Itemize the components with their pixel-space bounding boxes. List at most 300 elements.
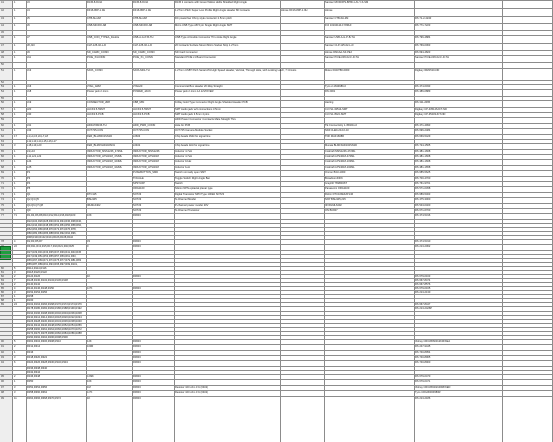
cell-ref[interactable]: R242,R244,R246,R248,R250,R252,R254,R256	[27, 323, 82, 327]
cell-n[interactable]: 68	[1, 165, 4, 169]
cell-fp[interactable]: OV7725-CON	[133, 129, 150, 133]
cell-ref[interactable]: R118,R120,R122	[27, 271, 47, 274]
cell-n[interactable]: 82	[1, 275, 4, 279]
cell-pn[interactable]: RS 740-8954	[415, 350, 431, 354]
cell-ref[interactable]: R324,R326,R328,R330,R332,R334	[27, 361, 68, 365]
cell-vendor[interactable]: Samtec USB-A-G-P-B-TH	[325, 36, 355, 40]
cell-fp[interactable]: INDUCTOR_MSS1246	[133, 149, 160, 153]
cell-fp[interactable]: R0603	[133, 214, 141, 218]
cell-ref[interactable]: J18	[27, 90, 32, 94]
cell-ref[interactable]: Q9	[27, 208, 31, 212]
cell-pn[interactable]: Digikey CP-43514SJCT-ND	[415, 107, 447, 111]
cell-val[interactable]: JTAG_ARM	[87, 84, 101, 88]
cell-fp[interactable]: SD_CARD_CONN	[133, 50, 155, 54]
cell-ref[interactable]: R22,R24,R26,R28,R30,R32,R34,R36,R38,R40,	[27, 219, 82, 223]
cell-vendor[interactable]: Coilcraft MSS1246-472ML	[325, 149, 356, 153]
cell-ref[interactable]: L9,L10	[27, 149, 35, 153]
cell-val[interactable]: 4.99K	[87, 374, 94, 378]
cell-qty[interactable]: 1	[14, 129, 16, 133]
cell-vendor[interactable]: RN 2001	[325, 90, 336, 94]
cell-pn[interactable]: RS 481-1668	[415, 149, 431, 153]
cell-n[interactable]: 86	[1, 291, 4, 295]
cell-ref[interactable]: R316	[27, 350, 34, 354]
cell-vendor[interactable]: CUI SJ-43514-SMT	[325, 107, 348, 111]
cell-pn[interactable]: RS 724-1565	[415, 144, 431, 148]
cell-n[interactable]: 53	[1, 84, 4, 88]
cell-pn[interactable]: RS 543-0400	[415, 203, 431, 207]
cell-fp[interactable]: R0603	[133, 239, 141, 243]
cell-fp[interactable]: L0603	[133, 134, 141, 138]
cell-val[interactable]: USB_CON_TYPEA_Double	[87, 36, 120, 40]
cell-desc[interactable]: Micro USB Type AB 5 pin Single Right Angle SMT	[175, 23, 233, 27]
cell-val[interactable]: 100R	[87, 345, 94, 349]
cell-val[interactable]: INDUCTOR_LPS4018_102ML	[87, 165, 123, 169]
cell-fp[interactable]: R0603	[133, 339, 141, 343]
cell-pn[interactable]: RS 761-9701	[415, 181, 431, 185]
cell-qty[interactable]: 1	[14, 23, 16, 27]
cell-n[interactable]: 87	[1, 295, 4, 299]
cell-fp[interactable]: R0603	[133, 350, 141, 354]
cell-n[interactable]: 80	[1, 266, 4, 270]
cell-pn[interactable]: RS 213-2186	[415, 396, 431, 400]
cell-desc[interactable]: Toggle Switch Right Angle Bat	[175, 176, 210, 180]
cell-pn[interactable]: RS 213-2062	[415, 245, 431, 249]
cell-n[interactable]: 76	[1, 208, 4, 212]
cell-ref[interactable]: R9,R11,R13,R15,R17,R19,R21,R23,R25	[27, 245, 74, 249]
cell-desc[interactable]: 1.27mm USB? Pitch Serial ATA High Speed Header, Vertical, Through Hole, with Locking Latch, 7 Circuits	[175, 68, 297, 72]
cell-vendor[interactable]: Hirose	[325, 9, 333, 13]
cell-desc[interactable]: RJ45 2 contacts with Green/Yellow LEDs Shielded Right Angle	[175, 1, 247, 4]
cell-ref[interactable]: L24	[27, 160, 32, 164]
cell-val[interactable]: INDUCTOR_LPS4018_103ML	[87, 160, 123, 164]
cell-desc[interactable]: SMT Audio jack w/4 connections 3.5mm	[175, 107, 221, 111]
cell-qty[interactable]: 1	[14, 123, 16, 127]
cell-ref[interactable]: J8,J10	[27, 44, 35, 48]
cell-qty[interactable]: 1	[14, 165, 16, 169]
cell-ref[interactable]: Q4,Q6,Q7,Q8	[27, 203, 44, 207]
cell-ref[interactable]: R160	[27, 299, 34, 303]
cell-ref[interactable]: R1,R4,R6,R8,R10,R12,R14,R16,R18,R20	[27, 214, 76, 218]
cell-ref[interactable]: J5	[27, 17, 30, 21]
cell-desc[interactable]: Silicon NPN epitaxial planar type	[175, 187, 213, 191]
cell-n[interactable]: 44	[1, 23, 4, 27]
cell-fp[interactable]: L0402	[133, 144, 141, 148]
cell-qty[interactable]: 3	[14, 385, 16, 389]
cell-ref[interactable]: R274,R276,R278,R280,R282,R284,R286,R288	[27, 331, 82, 335]
cell-fp[interactable]: SOT23	[133, 198, 142, 202]
cell-val[interactable]: 1K	[87, 275, 91, 279]
cell-n[interactable]: 88	[1, 299, 4, 303]
cell-ref[interactable]: R312,R314	[27, 345, 41, 349]
cell-n[interactable]: 93	[1, 356, 4, 360]
cell-n[interactable]: 48	[1, 50, 4, 54]
cell-ref[interactable]: R162,R164,R166,R168,R170,R172,R174,R176	[27, 303, 82, 307]
cell-n[interactable]: 63	[1, 140, 4, 144]
cell-vendor[interactable]: TDK MAF1608R	[325, 134, 345, 138]
cell-fp[interactable]: TOGGLE	[133, 176, 144, 180]
cell-n[interactable]: 41	[1, 1, 4, 4]
cell-ref[interactable]: R140,R142	[27, 283, 41, 287]
cell-pn[interactable]: RS 475-3000	[415, 198, 431, 202]
cell-n[interactable]: 81	[1, 271, 4, 274]
cell-desc[interactable]: Inductor 4.7uH	[175, 154, 193, 158]
cell-vendor[interactable]: Coilcraft LPS4018-103ML	[325, 160, 355, 164]
cell-val[interactable]: OV7725-CON	[87, 129, 104, 133]
cell-fp[interactable]: CB8_MIN	[133, 100, 145, 104]
cell-desc[interactable]: Hole for PCB	[175, 123, 191, 127]
cell-n[interactable]: 65	[1, 149, 4, 153]
cell-vendor[interactable]: Samtec MODOPS-8P8C-L/G-Y-S-SM	[325, 1, 369, 4]
cell-pn[interactable]: RS 796-4884	[415, 36, 431, 40]
cell-ref[interactable]: J9	[27, 50, 30, 54]
cell-ref[interactable]: R128,R130,R132,R134,R136,R138	[27, 279, 68, 283]
cell-desc[interactable]: Digital Transistor NPN Type 100kΩ SOT23	[175, 192, 225, 196]
cell-ref[interactable]: R65,R67,R69,R71,R73,R75,R77,R79,R81,R83	[27, 258, 82, 262]
cell-qty[interactable]: 2	[14, 275, 16, 279]
cell-n[interactable]: 52	[1, 80, 4, 84]
cell-pn[interactable]: RS 213-2130	[415, 291, 431, 295]
cell-n[interactable]: 85	[1, 287, 4, 291]
cell-val[interactable]: INDUCTOR_LPS4018_472ML	[87, 154, 123, 158]
cell-pn[interactable]: RS 700-4700	[415, 176, 431, 180]
cell-ref[interactable]: R85,R87,R89,R91,R93,R95,R97,R99,R101,	[27, 262, 78, 266]
cell-val[interactable]: PCIE_X1CONN	[87, 56, 106, 60]
cell-qty[interactable]: 1	[14, 90, 16, 94]
cell-n[interactable]: 43	[1, 17, 4, 21]
cell-ref[interactable]: R80,R82,R84,R86,R88,R90,R92,R94,R96,	[27, 231, 77, 235]
cell-vendor[interactable]: CUI SJ-3524-SMT	[325, 113, 347, 117]
cell-n[interactable]: 57	[1, 107, 4, 111]
cell-n[interactable]: 50	[1, 63, 4, 67]
cell-desc[interactable]: SMT Audio jack 3.5mm 4 pins	[175, 113, 210, 117]
cell-val[interactable]: 1M	[87, 385, 91, 389]
cell-pn[interactable]: RS 671-6700	[415, 208, 431, 212]
cell-qty[interactable]: 1	[14, 113, 16, 117]
cell-qty[interactable]: 1	[14, 203, 16, 207]
cell-ref[interactable]: R2,R3,R5,R7	[27, 239, 43, 243]
cell-ref[interactable]: R358,R360,R362	[27, 391, 48, 395]
cell-desc[interactable]: OV7725 Camera Module Socket	[175, 129, 213, 133]
cell-fp[interactable]: R0603	[133, 356, 141, 360]
cell-qty[interactable]: 1	[14, 44, 16, 48]
cell-val[interactable]: DTC115	[87, 192, 97, 196]
cell-fp[interactable]: USB-A-G-P-B-TH	[133, 36, 154, 40]
cell-ref[interactable]: R364,R366,R368,R370,R372	[27, 396, 61, 400]
cell-n[interactable]: 45	[1, 30, 4, 34]
cell-pn[interactable]: Vishay CRCW0402100RFKED	[415, 385, 451, 389]
cell-val[interactable]: FER_BLM15HD102SN1	[87, 144, 115, 148]
cell-vendor[interactable]: Rohm DTC115EKAT146	[325, 192, 354, 196]
cell-vendor[interactable]: FCI 10104110-1Y8RLF	[325, 23, 352, 27]
cell-desc[interactable]: Inductor 10uH	[175, 160, 192, 164]
cell-n[interactable]: 67	[1, 160, 4, 164]
cell-n[interactable]: 98	[1, 391, 4, 395]
cell-n[interactable]: 59	[1, 118, 4, 122]
cell-val[interactable]: SATA_CONN	[87, 68, 103, 72]
cell-qty[interactable]: 1	[14, 198, 16, 202]
cell-qty[interactable]: 1	[14, 154, 16, 158]
cell-pn[interactable]: RS 311-2065	[415, 100, 431, 104]
cell-qty[interactable]: 1	[14, 192, 16, 196]
cell-qty[interactable]: 24	[14, 303, 17, 307]
cell-pn[interactable]: RS 481-1668	[415, 160, 431, 164]
cell-fp[interactable]: R0603	[133, 396, 141, 400]
cell-n[interactable]: 56	[1, 100, 4, 104]
cell-fp[interactable]: USB-MICRO-AB	[133, 23, 153, 27]
cell-qty[interactable]: 1	[14, 149, 16, 153]
cell-n[interactable]: 92	[1, 350, 4, 354]
cell-qty[interactable]: 71	[14, 214, 17, 218]
cell-vendor[interactable]: Grayhill 76SB04ST	[325, 181, 348, 185]
cell-vendor[interactable]: Samtec CTB-6H-2M	[325, 17, 349, 21]
cell-ref[interactable]: R258,R260,R262,R264,R266,R268,R270,R272	[27, 327, 82, 331]
cell-ref[interactable]: R290,R292,R294,R296,R298,R300	[27, 335, 68, 339]
cell-qty[interactable]: 1	[14, 56, 16, 60]
cell-ref[interactable]: P5	[27, 187, 31, 191]
cell-ref[interactable]: L25	[27, 165, 32, 169]
cell-n[interactable]: 77	[1, 214, 4, 218]
cell-qty[interactable]: 2	[14, 345, 16, 349]
cell-vendor[interactable]: Coilcraft LPS4018-102ML	[325, 165, 355, 169]
cell-fp[interactable]: HDD_PWR_CONN	[133, 123, 156, 127]
cell-desc[interactable]: DC power/low Ohmy style connector 2.5mm pitch	[175, 17, 232, 21]
cell-qty[interactable]: 1	[14, 36, 16, 40]
cell-pn[interactable]: RS 694-4823	[415, 50, 431, 54]
cell-ref[interactable]: R318,R320,R322	[27, 356, 48, 360]
cell-pn[interactable]: RS 679-0470	[415, 374, 431, 378]
cell-fp[interactable]: SOT23	[133, 203, 142, 207]
cell-ref[interactable]: R112,R114,R116	[27, 266, 47, 270]
cell-n[interactable]: 73	[1, 192, 4, 196]
cell-fp[interactable]: R0603	[133, 380, 141, 384]
cell-desc[interactable]: Chip beads 1MΩ for signal line	[175, 134, 211, 138]
cell-fp[interactable]: CTB-6H-2M	[133, 17, 147, 21]
cell-ref[interactable]: R336,R338,R340	[27, 366, 48, 370]
cell-vendor[interactable]: ON BC847	[325, 208, 338, 212]
cell-fp[interactable]: SATA-M01-TH	[133, 68, 150, 72]
cell-n[interactable]: 89	[1, 303, 4, 307]
cell-pn[interactable]: RS 471-4993	[415, 123, 431, 127]
cell-desc[interactable]: 9-Way Gold Type Connector Right Angle Shielded Header PCB	[175, 100, 248, 104]
cell-desc[interactable]: USB Type A Double Connector Thru Hole Right Angle	[175, 36, 237, 40]
cell-pn[interactable]: RS 71-2-4240	[415, 17, 432, 21]
cell-val[interactable]: Power jack 2.1mm	[87, 90, 109, 94]
cell-val[interactable]: 4.7K	[87, 287, 93, 291]
cell-fp[interactable]: R0603	[133, 374, 141, 378]
cell-ref[interactable]: P4	[27, 181, 31, 185]
cell-desc[interactable]: HDD Power Connector 4 contacts Male Straight Thru	[175, 118, 236, 122]
cell-n[interactable]: 95	[1, 374, 4, 378]
cell-ref[interactable]: J13	[27, 68, 32, 72]
cell-qty[interactable]: 3	[14, 144, 16, 148]
cell-ref[interactable]: Q2,Q3,Q5	[27, 198, 39, 202]
cell-n[interactable]: 84	[1, 283, 4, 287]
cell-fp[interactable]: JACK3.5-PCB	[133, 113, 150, 117]
cell-n[interactable]: 61	[1, 129, 4, 133]
cell-pn[interactable]: Digikey WM1510-ND	[415, 68, 440, 72]
cell-desc[interactable]: Commercial Box Header 20-Way Straight	[175, 84, 223, 88]
cell-fp[interactable]: INDUCTOR_LPS4018	[133, 165, 159, 169]
cell-val[interactable]: BSH105	[87, 198, 97, 202]
cell-vendor[interactable]: Panasonic ORG1100	[325, 187, 350, 191]
cell-val[interactable]: 4.7K	[87, 391, 93, 395]
cell-n[interactable]: 74	[1, 198, 4, 202]
cell-qty[interactable]: 2	[14, 283, 16, 287]
cell-pn[interactable]: RS 474-6033	[415, 84, 431, 88]
cell-desc[interactable]: Chip beads 1kΩ for signal line	[175, 144, 210, 148]
cell-val[interactable]: JACK3.5-PCB	[87, 113, 104, 117]
cell-qty[interactable]: 1	[14, 17, 16, 21]
cell-n[interactable]: 72	[1, 187, 4, 191]
cell-desc[interactable]: Switch normally open SMT	[175, 171, 206, 175]
cell-ref[interactable]: R124,R126	[27, 275, 41, 279]
cell-qty[interactable]: 4	[14, 287, 16, 291]
cell-pn[interactable]: RS 685-5625	[415, 171, 431, 175]
cell-ref[interactable]: P3	[27, 176, 31, 180]
cell-ref[interactable]: J40	[27, 113, 32, 117]
cell-n[interactable]: 78	[1, 239, 4, 243]
cell-ref[interactable]: P1	[27, 171, 31, 175]
cell-ref[interactable]: J19	[27, 100, 32, 104]
cell-ref[interactable]: J16	[27, 84, 32, 88]
cell-fp[interactable]: R0603	[133, 245, 141, 249]
cell-n[interactable]: 55	[1, 96, 4, 100]
cell-n[interactable]: 47	[1, 44, 4, 48]
cell-pn[interactable]: RS 667-8576	[415, 283, 431, 287]
cell-qty[interactable]: 6	[14, 361, 16, 365]
cell-val[interactable]: 33	[87, 239, 90, 243]
cell-val[interactable]: USB-MICRO-AB	[87, 23, 107, 27]
cell-desc[interactable]: P-channel power mosfet 20V	[175, 203, 209, 207]
cell-pn[interactable]: RS 474-5316	[415, 214, 431, 218]
cell-ref[interactable]: J43	[27, 129, 32, 133]
cell-ref[interactable]: R47,R49,R51,R53,R55,R57,R59,R61,R63,	[27, 254, 77, 258]
cell-val[interactable]: HDD-PWR-B-TH	[87, 123, 107, 127]
cell-ref[interactable]: R226,R228,R230,R232,R234,R236,R238,R240	[27, 319, 82, 323]
cell-vendor[interactable]: IR IRLML6402	[325, 203, 342, 207]
cell-qty[interactable]: 1	[14, 171, 16, 175]
cell-desc[interactable]: Resistor 100 ohm 1% (0402)	[175, 385, 209, 389]
cell-qty[interactable]: 4	[14, 239, 16, 243]
cell-val[interactable]: INDUCTOR_MSS1246_472ML	[87, 149, 123, 153]
cell-pn[interactable]: RS 481-1668	[415, 154, 431, 158]
cell-mpn[interactable]: Hirose DF16-80P-1.0H	[281, 9, 308, 13]
cell-val[interactable]: 1K	[87, 396, 91, 400]
cell-n[interactable]: 49	[1, 56, 4, 60]
cell-qty[interactable]: 1	[14, 100, 16, 104]
cell-n[interactable]: 46	[1, 36, 4, 40]
cell-val[interactable]: 12K	[87, 339, 92, 343]
cell-n[interactable]: 60	[1, 123, 4, 127]
cell-val[interactable]: FER_BLHXR01SN1D	[87, 134, 113, 138]
cell-ref[interactable]: J6	[27, 23, 30, 27]
cell-fp[interactable]: INDUCTOR_LPS4018	[133, 154, 159, 158]
cell-vendor[interactable]: Broadcom/NKK	[325, 176, 343, 180]
cell-desc[interactable]: Inductor 1uH	[175, 165, 190, 169]
cell-val[interactable]: CTB-6H-2M	[87, 17, 101, 21]
cell-ref[interactable]: R62,R64,R66,R68,R70,R72,R74,R76,R78,	[27, 227, 77, 231]
cell-qty[interactable]: 5	[14, 339, 16, 343]
cell-fp[interactable]: CLP-125-02-L-D	[133, 44, 153, 48]
cell-qty[interactable]: 1	[14, 176, 16, 180]
cell-n[interactable]: 75	[1, 203, 4, 207]
cell-desc[interactable]: Switch	[175, 181, 183, 185]
cell-vendor[interactable]: Shill CLED-20-1F-1F	[325, 129, 350, 133]
cell-vendor[interactable]: Murata BLM15HD102SN1D	[325, 144, 358, 148]
cell-pn[interactable]: RS 247-9445	[415, 345, 431, 349]
cell-desc[interactable]: 1.27mm Pitch Super Low Profile Right Angle Header 80 Contacts	[175, 9, 250, 13]
cell-qty[interactable]: 5	[14, 266, 16, 270]
cell-qty[interactable]: 1	[14, 350, 16, 354]
cell-val[interactable]: JACK3.5-5SMT	[87, 107, 106, 111]
cell-qty[interactable]: 1	[14, 160, 16, 164]
cell-pn[interactable]: Samtec PCIE-036-02-F-D-TH	[415, 56, 450, 60]
cell-val[interactable]: CLP-125-02-L-D	[87, 44, 107, 48]
cell-vendor[interactable]: Tyco 2-1634689-0	[325, 84, 346, 88]
cell-desc[interactable]: Inductor 4.7uH	[175, 149, 193, 153]
cell-pn[interactable]: RS 740-8965	[415, 356, 431, 360]
cell-ref[interactable]: J7	[27, 36, 30, 40]
cell-fp[interactable]: R0603	[133, 275, 141, 279]
cell-n[interactable]: 64	[1, 144, 4, 148]
cell-qty[interactable]: 1	[14, 68, 16, 72]
cell-qty[interactable]: 1	[14, 295, 16, 299]
cell-pn[interactable]: RS 771-7223	[415, 23, 431, 27]
cell-n[interactable]: 79	[1, 245, 4, 249]
cell-ref[interactable]: J4	[27, 9, 30, 13]
cell-ref[interactable]: R42,R44,R46,R48,R50,R52,R54,R56,R58,R60,	[27, 223, 82, 227]
cell-n[interactable]: 71	[1, 181, 4, 185]
cell-vendor[interactable]: TE Connectivity 1-350211-0	[325, 123, 357, 127]
cell-pn[interactable]: RS 486-0889	[415, 90, 431, 94]
cell-ref[interactable]: Q1	[27, 192, 31, 196]
cell-n[interactable]: 58	[1, 113, 4, 117]
cell-desc[interactable]: 20 Contacts Surface Mount Micro Socket Strip 1.27mm	[175, 44, 239, 48]
cell-vendor[interactable]: Samtec PCIE-036-02-F-D-TH	[325, 56, 360, 60]
cell-pn[interactable]: RS 481-1658	[415, 165, 431, 169]
cell-desc[interactable]: N-Channel Mosfet	[175, 198, 196, 202]
cell-fp[interactable]: POWER_JACK	[133, 90, 151, 94]
cell-qty[interactable]: 1	[14, 299, 16, 303]
cell-pn[interactable]: RS 769-0063	[415, 44, 431, 48]
cell-qty[interactable]: 1	[14, 181, 16, 185]
cell-pn[interactable]: RS 669-5429	[415, 134, 431, 138]
cell-fp[interactable]: SOT23	[133, 192, 142, 196]
cell-qty[interactable]: 1	[14, 1, 16, 4]
cell-n[interactable]: 83	[1, 279, 4, 283]
cell-qty[interactable]: 1	[14, 50, 16, 54]
cell-val[interactable]: 10K	[87, 214, 92, 218]
cell-ref[interactable]: R352,R354,R356	[27, 385, 48, 389]
cell-qty[interactable]: 3	[14, 271, 16, 274]
cell-n[interactable]: 62	[1, 134, 4, 138]
cell-ref[interactable]: R152,R154,R156	[27, 291, 48, 295]
cell-val[interactable]: DF16-80P-1.0H	[87, 9, 106, 13]
cell-qty[interactable]: 11	[14, 396, 17, 400]
cell-pn[interactable]: RS 571-0458	[415, 187, 431, 191]
cell-desc[interactable]: N-Channel Transistor	[175, 208, 200, 212]
cell-fp[interactable]: INDUCTOR_LPS4018	[133, 160, 159, 164]
cell-ref[interactable]: R302,R304,R306,R308,R310	[27, 339, 61, 343]
cell-pn[interactable]: RS 689-5463	[415, 192, 431, 196]
cell-vendor[interactable]: NXP BSH105,215	[325, 198, 346, 202]
cell-ref[interactable]: R346,R348	[27, 374, 41, 378]
cell-qty[interactable]: 7	[14, 279, 16, 283]
cell-pn[interactable]: RS 679-0163	[415, 275, 431, 279]
cell-qty[interactable]: 1	[14, 187, 16, 191]
cell-val[interactable]: IRLML6402	[87, 203, 101, 207]
cell-n[interactable]: 90	[1, 339, 4, 343]
